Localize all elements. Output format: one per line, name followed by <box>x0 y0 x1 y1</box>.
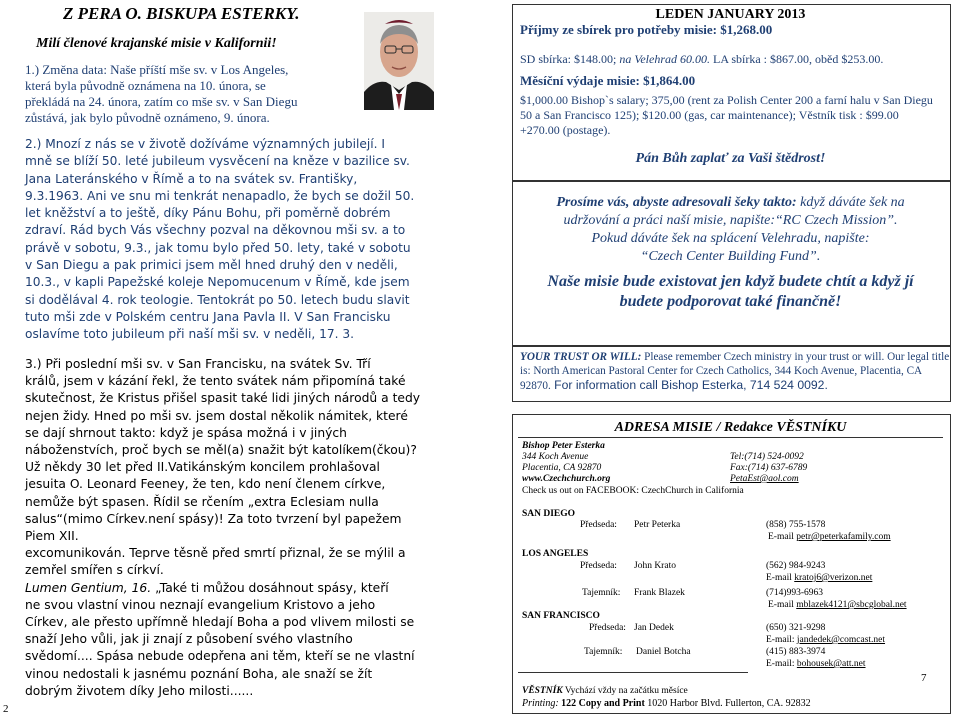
divider <box>518 672 748 673</box>
divider <box>518 437 943 438</box>
email-link[interactable]: mblazek4121@sbcglobal.net <box>796 600 907 610</box>
address-block: Bishop Peter Esterka 344 Koch Avenue Placentia, CA 92870 www.Czechchurch.org <box>522 441 611 484</box>
phone-number: (650) 321-9298 <box>766 623 826 633</box>
thanks-line: Pán Bůh zaplať za Vaši štědrost! <box>635 151 826 166</box>
paragraph-salvation: 3.) Při poslední mši sv. v San Francisku, na svátek Sv. Tří králů, jsem v kázání řekl, že tento svátek nám připomíná také skutečnost, že Kristus přišel spasit také lidi jiných národů a tedy nejen židy. Hned po mši sv. jsem dostal několik námitek, které se dají shrnout takto: když je spása možná i v jiných náboženstvích, proč bych se měl(a) snažit být katolíkem(čkou)? Už někdy 30 let před II.Vatikánským koncilem prohlašoval jesuita O. Leonard Feeney, že ten, kdo není členem církve, nemůže být spasen. Řídil se rčením „extra Eclesiam nulla salus“(mimo Církev.není spásy)! Za toto tvrzení byl papežem Piem XII. excomunikován. Teprve těsně před smrtí přiznal, že se mýlil a zemřel smířen s církví. Lumen Gentium, 16. „Také ti můžou dosáhnout spásy, kteří ne svou vlastní vinou neznají evangelium Kristovo a jeho Církev, ale přesto upřímně hledají Boha a pod vlivem milosti se snaží Jeho vůli, jak ji znají z působení svého vlastního svědomí.... Spása nebude odepřena ani těm, kteří se ne vlastní vinou nedostali k jasnému poznání Boha, ale snaží se žít dobrým životem díky Jeho milosti...... <box>25 357 421 698</box>
email-line: E-mail: jandedek@comcast.net <box>766 635 886 645</box>
support-appeal: Naše misie bude existovat jen když budete chtít a když jí budete podporovat také finančně! <box>547 273 914 310</box>
address-title: ADRESA MISIE / Redakce VĚSTNÍKU <box>614 420 847 435</box>
role-label: Předseda: <box>580 520 617 530</box>
expense-detail: $1,000.00 Bishop`s salary; 375,00 (rent za Polish Center 200 a farní halu v San Diegu 50 a San Francisco 125); $120.00 (gas, car maintenance); Věstník tisk : $99.00 +270.00 (postage). <box>520 93 933 137</box>
facebook-line: Check us out on FACEBOOK: CzechChurch in California <box>522 486 744 496</box>
vestnik-note: VĚSTNÍK Vychází vždy na začátku měsíce <box>522 686 688 696</box>
email-link[interactable]: PetaEst@aol.com <box>730 474 799 484</box>
month-header: LEDEN JANUARY 2013 <box>655 7 806 22</box>
expense-label: Měsíční výdaje misie: $1,864.00 <box>520 73 696 88</box>
income-label: Příjmy ze sbírek pro potřeby misie: $1,268.00 <box>520 22 773 37</box>
role-label: Předseda: <box>580 561 617 571</box>
email-link[interactable]: petr@peterkafamily.com <box>796 532 891 542</box>
bishop-portrait-photo <box>364 12 434 110</box>
role-label: Tajemník: <box>582 588 621 598</box>
divider <box>512 180 950 182</box>
check-instructions: Prosíme vás, abyste adresovali šeky takto: když dáváte šek na udržování a práci naší misie, napište:“RC Czech Mission”. Pokud dáváte šek na splácení Velehradu, napište: “Czech Center Building Fund”. <box>556 195 905 264</box>
contact-block: Tel:(714) 524-0092 Fax:(714) 637-6789 PetaEst@aol.com <box>730 452 940 485</box>
phone-number: (714)993-6963 <box>766 588 823 598</box>
person-name: Frank Blazek <box>634 588 685 598</box>
email-link[interactable]: kratoj6@verizon.net <box>794 573 873 583</box>
section-san-francisco: SAN FRANCISCO <box>522 611 600 621</box>
email-line: E-mail mblazek4121@sbcglobal.net <box>768 600 907 610</box>
page-title: Z PERA O. BISKUPA ESTERKY. <box>63 4 300 23</box>
email-line: E-mail: bohousek@att.net <box>766 659 866 669</box>
person-name: John Krato <box>634 561 676 571</box>
email-link[interactable]: jandedek@comcast.net <box>796 635 886 645</box>
paragraph-date-change: 1.) Změna data: Naše příští mše sv. v Los Angeles, která byla původně oznámena na 10. února, se překládá na 24. února, zatím co mše sv. v San Diegu zůstává, jak bylo původně oznámeno, 9. února. <box>25 62 298 125</box>
person-name: Petr Peterka <box>634 520 681 530</box>
role-label: Předseda: <box>589 623 626 633</box>
phone-number: (415) 883-3974 <box>766 647 826 657</box>
right-page-number: 7 <box>921 672 927 684</box>
paragraph-jubilee: 2.) Mnozí z nás se v životě dožíváme významných jubilejí. I mně se blíží 50. leté jubileum vysvěcení na kněze v bazilice sv. Jana Lateránského v Římě a to na svátek sv. Františky, 9.3.1963. Ani ve snu mi tenkrát nenapadlo, že bych se dožil 50. let kněžství a to ještě, díky Pánu Bohu, při poměrně dobrém zdraví. Rád bych Vás všechny pozval na děkovnou mši sv. a to právě v sobotu, 9.3., jak tomu bylo před 50. lety, také v sobotu v San Diegu a pak primici jsem měl hned druhý den v neděli, 10.3., v kapli Papežské koleje Nepomucenum v Římě, kde jsem si dodělával 4. rok teologie. Tentokrát po 50. letech budu slavit tuto mši zde v Polském centru Jana Pavla II. V San Francisku oslavíme toto jubileum při naší mši sv. v neděli, 17. 3. <box>25 137 415 342</box>
email-link[interactable]: bohousek@att.net <box>796 659 866 669</box>
trust-text: YOUR TRUST OR WILL: Please remember Czech ministry in your trust or will. Our legal title is: North American Pastoral Center for Czech Catholics, 344 Koch Avenue, Placentia, CA 92870. For information call Bishop Esterka, 714 524 0092. <box>520 351 950 392</box>
phone-number: (562) 984-9243 <box>766 561 826 571</box>
person-name: Daniel Botcha <box>636 647 691 657</box>
printing-note: Printing: 122 Copy and Print 1020 Harbor Blvd. Fullerton, CA. 92832 <box>522 698 811 709</box>
income-detail: SD sbírka: $148.00; na Velehrad 60.00. LA sbírka : $867.00, oběd $253.00. <box>520 52 884 66</box>
section-san-diego: SAN DIEGO <box>522 509 576 519</box>
role-label: Tajemník: <box>584 647 623 657</box>
email-line: E-mail petr@peterkafamily.com <box>768 532 891 542</box>
section-los-angeles: LOS ANGELES <box>522 549 589 559</box>
left-page-number: 2 <box>3 703 9 715</box>
phone-number: (858) 755-1578 <box>766 520 826 530</box>
greeting: Milí členové krajanské misie v Kalifornii! <box>36 36 277 51</box>
email-line: E-mail kratoj6@verizon.net <box>766 573 873 583</box>
person-name: Jan Dedek <box>634 623 674 633</box>
